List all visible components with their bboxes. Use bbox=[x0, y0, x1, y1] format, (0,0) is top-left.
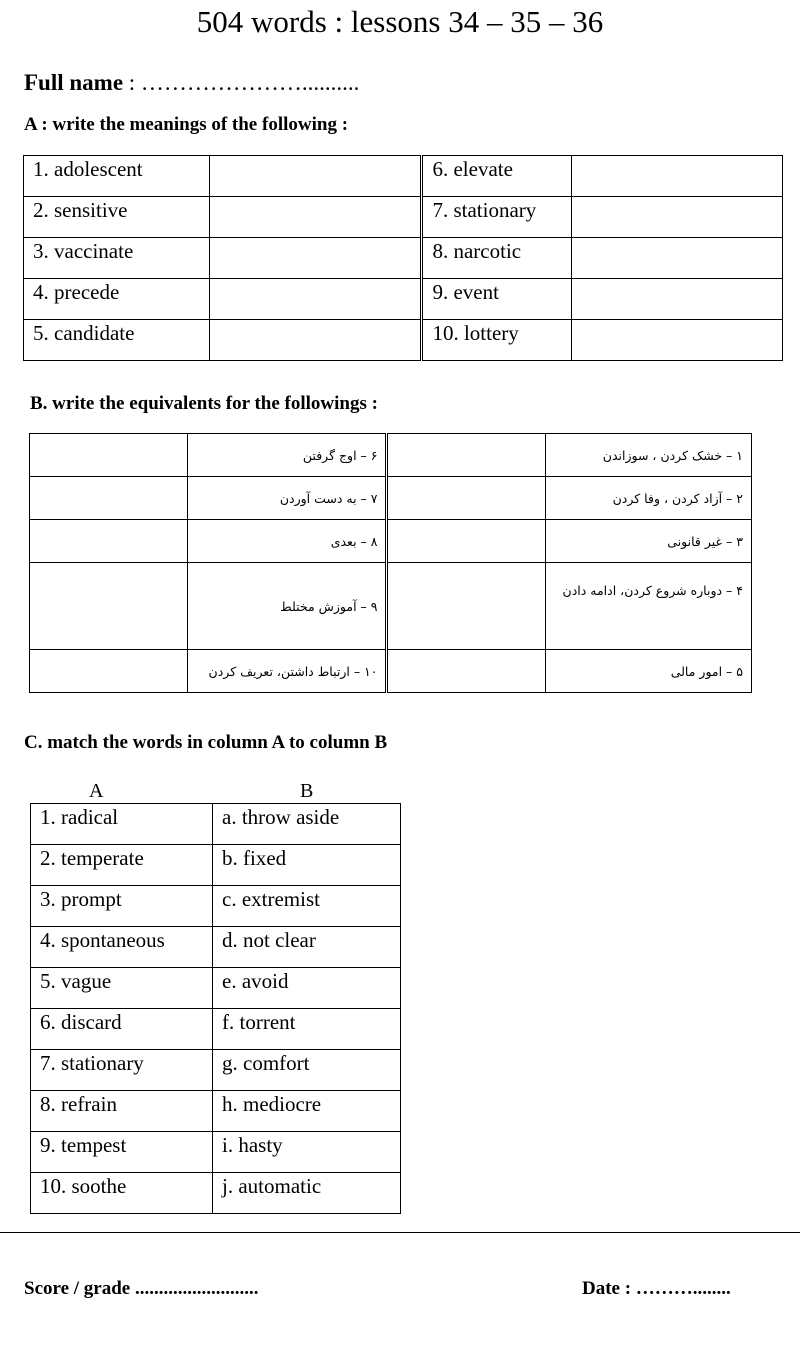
answer-cell[interactable] bbox=[30, 650, 188, 693]
table-row bbox=[31, 804, 401, 845]
table-row bbox=[31, 886, 401, 927]
section-a-heading: A : write the meanings of the following : bbox=[24, 114, 349, 135]
table-row bbox=[24, 197, 783, 238]
word-cell: 4. precede bbox=[24, 279, 210, 320]
table-row bbox=[30, 477, 752, 520]
answer-cell[interactable] bbox=[387, 563, 546, 650]
column-b-cell: h. mediocre bbox=[213, 1091, 401, 1132]
section-a-table bbox=[23, 155, 783, 361]
table-row bbox=[30, 563, 752, 650]
persian-term-cell: ۹ – آموزش مختلط bbox=[187, 563, 387, 650]
table-row bbox=[31, 845, 401, 886]
table-row bbox=[24, 238, 783, 279]
column-b-cell: g. comfort bbox=[213, 1050, 401, 1091]
column-b-cell: c. extremist bbox=[213, 886, 401, 927]
word-cell: 3. vaccinate bbox=[24, 238, 210, 279]
table-row bbox=[31, 968, 401, 1009]
answer-cell[interactable] bbox=[30, 563, 188, 650]
column-a-cell: 9. tempest bbox=[31, 1132, 213, 1173]
column-b-cell: j. automatic bbox=[213, 1173, 401, 1214]
column-a-cell: 4. spontaneous bbox=[31, 927, 213, 968]
section-c-table bbox=[30, 803, 401, 1214]
column-b-cell: e. avoid bbox=[213, 968, 401, 1009]
word-cell: 10. lottery bbox=[422, 320, 572, 361]
answer-cell[interactable] bbox=[209, 279, 422, 320]
word-cell: 2. sensitive bbox=[24, 197, 210, 238]
score-grade-field[interactable]: Score / grade .......................... bbox=[24, 1278, 259, 1299]
divider bbox=[0, 1232, 800, 1233]
answer-cell[interactable] bbox=[387, 520, 546, 563]
persian-term-cell: ۵ – امور مالی bbox=[546, 650, 752, 693]
table-row bbox=[30, 434, 752, 477]
column-a-cell: 5. vague bbox=[31, 968, 213, 1009]
column-a-cell: 3. prompt bbox=[31, 886, 213, 927]
persian-term-cell: ۲ – آزاد کردن ، وفا کردن bbox=[546, 477, 752, 520]
table-row bbox=[24, 279, 783, 320]
column-b-cell: d. not clear bbox=[213, 927, 401, 968]
page-title: 504 words : lessons 34 – 35 – 36 bbox=[196, 4, 604, 39]
column-b-cell: b. fixed bbox=[213, 845, 401, 886]
persian-term-cell: ۱۰ – ارتباط داشتن، تعریف کردن bbox=[187, 650, 387, 693]
answer-cell[interactable] bbox=[30, 434, 188, 477]
column-b-cell: f. torrent bbox=[213, 1009, 401, 1050]
table-row bbox=[24, 156, 783, 197]
word-cell: 9. event bbox=[422, 279, 572, 320]
table-row bbox=[31, 1173, 401, 1214]
column-a-cell: 6. discard bbox=[31, 1009, 213, 1050]
column-a-label: A bbox=[89, 780, 104, 802]
column-b-label: B bbox=[300, 780, 314, 802]
word-cell: 5. candidate bbox=[24, 320, 210, 361]
column-b-cell: a. throw aside bbox=[213, 804, 401, 845]
table-row bbox=[31, 1050, 401, 1091]
column-a-cell: 7. stationary bbox=[31, 1050, 213, 1091]
column-a-cell: 1. radical bbox=[31, 804, 213, 845]
answer-cell[interactable] bbox=[209, 197, 422, 238]
answer-cell[interactable] bbox=[572, 279, 783, 320]
full-name-label: Full name bbox=[24, 70, 124, 95]
answer-cell[interactable] bbox=[209, 156, 422, 197]
table-row bbox=[30, 520, 752, 563]
answer-cell[interactable] bbox=[387, 434, 546, 477]
answer-cell[interactable] bbox=[572, 320, 783, 361]
answer-cell[interactable] bbox=[572, 156, 783, 197]
persian-term-cell: ۳ – غیر قانونی bbox=[546, 520, 752, 563]
section-b-table bbox=[29, 433, 752, 693]
answer-cell[interactable] bbox=[572, 238, 783, 279]
answer-cell[interactable] bbox=[30, 520, 188, 563]
column-b-cell: i. hasty bbox=[213, 1132, 401, 1173]
word-cell: 7. stationary bbox=[422, 197, 572, 238]
table-row bbox=[24, 320, 783, 361]
column-a-cell: 8. refrain bbox=[31, 1091, 213, 1132]
column-a-cell: 10. soothe bbox=[31, 1173, 213, 1214]
column-a-cell: 2. temperate bbox=[31, 845, 213, 886]
table-row bbox=[31, 927, 401, 968]
persian-term-cell: ۱ – خشک کردن ، سوزاندن bbox=[546, 434, 752, 477]
word-cell: 6. elevate bbox=[422, 156, 572, 197]
full-name-dots[interactable]: : ………………….......... bbox=[123, 70, 360, 95]
section-c-heading: C. match the words in column A to column B bbox=[24, 732, 388, 753]
word-cell: 1. adolescent bbox=[24, 156, 210, 197]
word-cell: 8. narcotic bbox=[422, 238, 572, 279]
answer-cell[interactable] bbox=[209, 320, 422, 361]
answer-cell[interactable] bbox=[572, 197, 783, 238]
table-row bbox=[31, 1091, 401, 1132]
answer-cell[interactable] bbox=[387, 477, 546, 520]
persian-term-cell: ۷ – به دست آوردن bbox=[187, 477, 387, 520]
date-field[interactable]: Date : ………........ bbox=[582, 1278, 731, 1299]
persian-term-cell: ۸ – بعدی bbox=[187, 520, 387, 563]
section-b-heading: B. write the equivalents for the followings : bbox=[30, 393, 378, 414]
persian-term-cell: ۶ – اوج گرفتن bbox=[187, 434, 387, 477]
full-name-line bbox=[24, 70, 359, 96]
table-row bbox=[30, 650, 752, 693]
table-row bbox=[31, 1132, 401, 1173]
persian-term-cell: ۴ – دوباره شروع کردن، ادامه دادن bbox=[546, 563, 752, 650]
answer-cell[interactable] bbox=[387, 650, 546, 693]
answer-cell[interactable] bbox=[209, 238, 422, 279]
table-row bbox=[31, 1009, 401, 1050]
answer-cell[interactable] bbox=[30, 477, 188, 520]
